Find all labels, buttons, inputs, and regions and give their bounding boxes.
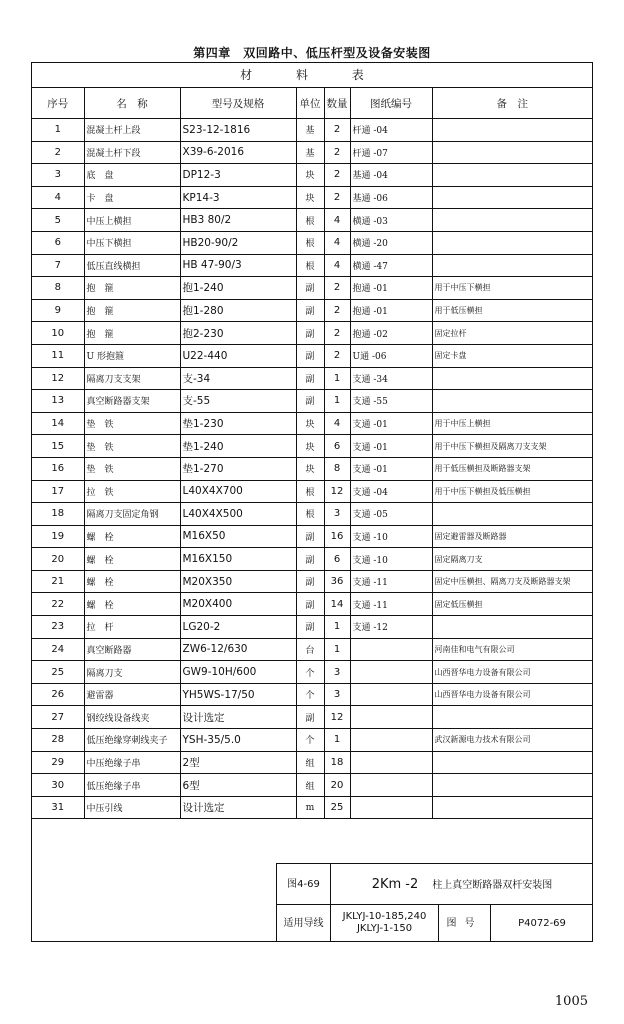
material-spec: 垫1-270 <box>180 457 296 480</box>
material-unit: 个 <box>296 683 324 706</box>
remark <box>432 209 592 232</box>
drawing-number-label: 图号 <box>439 905 491 942</box>
table-header-row <box>32 88 592 119</box>
remark <box>432 231 592 254</box>
material-name: U 形抱箍 <box>84 344 180 367</box>
material-spec: 2型 <box>180 751 296 774</box>
table-row <box>32 548 592 571</box>
conductor-value-1: JKLYJ-10-185,240 <box>342 911 427 922</box>
material-name: 低压绝缘穿刺线夹子 <box>84 729 180 752</box>
table-row <box>32 729 592 752</box>
table-row <box>32 141 592 164</box>
material-name: 拉 铁 <box>84 480 180 503</box>
material-unit: m <box>296 796 324 819</box>
material-quantity: 4 <box>324 209 350 232</box>
material-spec: L40X4X500 <box>180 503 296 526</box>
material-name: 中压绝缘子串 <box>84 751 180 774</box>
material-name: 垫 铁 <box>84 457 180 480</box>
remark: 山西晋华电力设备有限公司 <box>432 661 592 684</box>
material-spec: YH5WS-17/50 <box>180 683 296 706</box>
material-unit: 副 <box>296 277 324 300</box>
material-unit: 根 <box>296 480 324 503</box>
table-row <box>32 435 592 458</box>
material-spec: GW9-10H/600 <box>180 661 296 684</box>
remark: 山西晋华电力设备有限公司 <box>432 683 592 706</box>
remark <box>432 164 592 187</box>
row-number: 2 <box>32 141 84 164</box>
row-number: 26 <box>32 683 84 706</box>
drawing-reference: 基通 -04 <box>350 164 432 187</box>
material-unit: 块 <box>296 186 324 209</box>
material-quantity: 4 <box>324 231 350 254</box>
material-spec: X39-6-2016 <box>180 141 296 164</box>
material-name: 隔离刀支 <box>84 661 180 684</box>
material-name: 垫 铁 <box>84 435 180 458</box>
table-row <box>32 503 592 526</box>
remark: 固定隔离刀支 <box>432 548 592 571</box>
remark <box>432 141 592 164</box>
material-table <box>32 87 592 819</box>
material-spec: 抱2-230 <box>180 322 296 345</box>
remark: 用于中压下横担 <box>432 277 592 300</box>
material-quantity: 12 <box>324 706 350 729</box>
drawing-reference: 横通 -20 <box>350 231 432 254</box>
material-spec: M16X150 <box>180 548 296 571</box>
material-quantity: 2 <box>324 141 350 164</box>
table-row <box>32 616 592 639</box>
drawing-reference: 支通 -34 <box>350 367 432 390</box>
material-unit: 副 <box>296 367 324 390</box>
material-spec: HB 47-90/3 <box>180 254 296 277</box>
material-spec: U22-440 <box>180 344 296 367</box>
material-quantity: 20 <box>324 774 350 797</box>
material-table-body <box>32 119 592 819</box>
remark <box>432 751 592 774</box>
remark <box>432 367 592 390</box>
material-quantity: 4 <box>324 412 350 435</box>
remark <box>432 254 592 277</box>
drawing-title <box>331 864 593 905</box>
conductor-label: 适用导线 <box>277 905 331 942</box>
table-row <box>32 661 592 684</box>
material-name: 真空断路器 <box>84 638 180 661</box>
material-spec: M20X350 <box>180 570 296 593</box>
material-name: 低压绝缘子串 <box>84 774 180 797</box>
row-number: 8 <box>32 277 84 300</box>
material-unit: 副 <box>296 525 324 548</box>
drawing-reference: 抱通 -01 <box>350 277 432 300</box>
drawing-reference: 支通 -11 <box>350 593 432 616</box>
chapter-header: 第四章 双回路中、低压杆型及设备安装图 <box>193 46 431 60</box>
material-quantity: 3 <box>324 503 350 526</box>
conductor-values <box>331 905 439 942</box>
col-drawing-header: 图纸编号 <box>350 88 432 119</box>
material-quantity: 3 <box>324 683 350 706</box>
remark: 固定卡盘 <box>432 344 592 367</box>
material-spec: 垫1-230 <box>180 412 296 435</box>
table-row <box>32 367 592 390</box>
row-number: 19 <box>32 525 84 548</box>
table-row <box>32 164 592 187</box>
table-row <box>32 683 592 706</box>
material-name: 螺 栓 <box>84 548 180 571</box>
drawing-reference: 杆通 -04 <box>350 119 432 142</box>
drawing-reference: 支通 -10 <box>350 548 432 571</box>
table-row <box>32 525 592 548</box>
material-name: 中压下横担 <box>84 231 180 254</box>
row-number: 27 <box>32 706 84 729</box>
material-spec: S23-12-1816 <box>180 119 296 142</box>
row-number: 13 <box>32 390 84 413</box>
drawing-reference: 基通 -06 <box>350 186 432 209</box>
row-number: 31 <box>32 796 84 819</box>
row-number: 5 <box>32 209 84 232</box>
row-number: 12 <box>32 367 84 390</box>
material-quantity: 1 <box>324 638 350 661</box>
remark <box>432 796 592 819</box>
material-name: 螺 栓 <box>84 570 180 593</box>
material-spec: KP14-3 <box>180 186 296 209</box>
drawing-reference: 抱通 -01 <box>350 299 432 322</box>
material-quantity: 14 <box>324 593 350 616</box>
material-quantity: 2 <box>324 186 350 209</box>
material-spec: 6型 <box>180 774 296 797</box>
drawing-code: 2Km -2 <box>371 877 419 892</box>
material-spec: 抱1-280 <box>180 299 296 322</box>
material-name: 混凝土杆下段 <box>84 141 180 164</box>
drawing-reference: 杆通 -07 <box>350 141 432 164</box>
material-unit: 根 <box>296 254 324 277</box>
row-number: 17 <box>32 480 84 503</box>
drawing-reference: 支通 -12 <box>350 616 432 639</box>
remark <box>432 616 592 639</box>
material-spec: M20X400 <box>180 593 296 616</box>
material-unit: 基 <box>296 119 324 142</box>
material-spec: 支-34 <box>180 367 296 390</box>
col-spec-header: 型号及规格 <box>180 88 296 119</box>
drawing-reference: 支通 -05 <box>350 503 432 526</box>
row-number: 23 <box>32 616 84 639</box>
drawing-reference: 支通 -01 <box>350 412 432 435</box>
material-spec: LG20-2 <box>180 616 296 639</box>
material-quantity: 2 <box>324 277 350 300</box>
page-number: 1005 <box>554 994 588 1009</box>
row-number: 14 <box>32 412 84 435</box>
row-number: 3 <box>32 164 84 187</box>
row-number: 6 <box>32 231 84 254</box>
row-number: 18 <box>32 503 84 526</box>
material-unit: 根 <box>296 503 324 526</box>
material-quantity: 2 <box>324 119 350 142</box>
drawing-reference: 抱通 -02 <box>350 322 432 345</box>
table-row <box>32 570 592 593</box>
material-unit: 根 <box>296 209 324 232</box>
remark <box>432 186 592 209</box>
material-spec: 设计选定 <box>180 796 296 819</box>
row-number: 21 <box>32 570 84 593</box>
material-unit: 块 <box>296 457 324 480</box>
material-name: 钢绞线设备线夹 <box>84 706 180 729</box>
drawing-reference: 支通 -55 <box>350 390 432 413</box>
material-quantity: 1 <box>324 390 350 413</box>
material-name: 抱 箍 <box>84 322 180 345</box>
row-number: 10 <box>32 322 84 345</box>
material-unit: 根 <box>296 231 324 254</box>
drawing-reference <box>350 751 432 774</box>
material-quantity: 3 <box>324 661 350 684</box>
table-row <box>32 209 592 232</box>
table-row <box>32 457 592 480</box>
material-name: 抱 箍 <box>84 277 180 300</box>
table-row <box>32 796 592 819</box>
material-unit: 个 <box>296 661 324 684</box>
row-number: 1 <box>32 119 84 142</box>
material-unit: 块 <box>296 164 324 187</box>
row-number: 25 <box>32 661 84 684</box>
material-quantity: 16 <box>324 525 350 548</box>
drawing-reference: 支通 -01 <box>350 435 432 458</box>
material-unit: 副 <box>296 570 324 593</box>
remark <box>432 119 592 142</box>
material-unit: 个 <box>296 729 324 752</box>
col-qty-header: 数量 <box>324 88 350 119</box>
material-name: 拉 杆 <box>84 616 180 639</box>
material-spec: 垫1-240 <box>180 435 296 458</box>
col-name-header: 名 称 <box>84 88 180 119</box>
row-number: 28 <box>32 729 84 752</box>
material-spec: M16X50 <box>180 525 296 548</box>
material-unit: 基 <box>296 141 324 164</box>
table-row <box>32 299 592 322</box>
drawing-number: P4072-69 <box>518 918 566 929</box>
material-quantity: 6 <box>324 435 350 458</box>
material-unit: 副 <box>296 322 324 345</box>
material-quantity: 2 <box>324 322 350 345</box>
material-name: 低压直线横担 <box>84 254 180 277</box>
material-name: 螺 栓 <box>84 593 180 616</box>
material-unit: 块 <box>296 412 324 435</box>
remark <box>432 390 592 413</box>
row-number: 7 <box>32 254 84 277</box>
material-spec: ZW6-12/630 <box>180 638 296 661</box>
table-row <box>32 412 592 435</box>
material-unit: 副 <box>296 616 324 639</box>
row-number: 29 <box>32 751 84 774</box>
drawing-reference: 支通 -04 <box>350 480 432 503</box>
row-number: 20 <box>32 548 84 571</box>
material-quantity: 12 <box>324 480 350 503</box>
material-name: 真空断路器支架 <box>84 390 180 413</box>
drawing-reference: U通 -06 <box>350 344 432 367</box>
remark <box>432 774 592 797</box>
material-spec: 抱1-240 <box>180 277 296 300</box>
remark: 固定拉杆 <box>432 322 592 345</box>
material-unit: 副 <box>296 299 324 322</box>
material-name: 底 盘 <box>84 164 180 187</box>
col-remark-header: 备 注 <box>432 88 592 119</box>
material-unit: 副 <box>296 706 324 729</box>
drawing-reference: 支通 -01 <box>350 457 432 480</box>
remark: 河南佳和电气有限公司 <box>432 638 592 661</box>
table-row <box>32 186 592 209</box>
drawing-reference <box>350 661 432 684</box>
table-row <box>32 706 592 729</box>
material-spec: HB3 80/2 <box>180 209 296 232</box>
table-row <box>32 277 592 300</box>
material-spec: YSH-35/5.0 <box>180 729 296 752</box>
material-quantity: 4 <box>324 254 350 277</box>
material-unit: 组 <box>296 774 324 797</box>
remark <box>432 503 592 526</box>
material-unit: 副 <box>296 344 324 367</box>
material-unit: 副 <box>296 548 324 571</box>
material-name: 隔离刀支支架 <box>84 367 180 390</box>
remark: 武汉新源电力技术有限公司 <box>432 729 592 752</box>
drawing-reference <box>350 638 432 661</box>
col-no-header: 序号 <box>32 88 84 119</box>
material-quantity: 1 <box>324 729 350 752</box>
material-unit: 副 <box>296 390 324 413</box>
row-number: 11 <box>32 344 84 367</box>
material-quantity: 1 <box>324 367 350 390</box>
remark: 用于中压下横担及低压横担 <box>432 480 592 503</box>
row-number: 15 <box>32 435 84 458</box>
remark: 用于低压横担 <box>432 299 592 322</box>
material-name: 垫 铁 <box>84 412 180 435</box>
title-block <box>276 863 593 942</box>
material-spec: L40X4X700 <box>180 480 296 503</box>
material-name: 卡 盘 <box>84 186 180 209</box>
material-quantity: 8 <box>324 457 350 480</box>
drawing-reference <box>350 796 432 819</box>
remark: 固定避雷器及断路器 <box>432 525 592 548</box>
material-table-title: 材 料 表 <box>32 63 592 88</box>
drawing-frame <box>31 62 593 942</box>
row-number: 9 <box>32 299 84 322</box>
col-unit-header: 单位 <box>296 88 324 119</box>
drawing-reference: 横通 -47 <box>350 254 432 277</box>
row-number: 22 <box>32 593 84 616</box>
table-row <box>32 593 592 616</box>
table-row <box>32 480 592 503</box>
material-name: 避雷器 <box>84 683 180 706</box>
material-quantity: 36 <box>324 570 350 593</box>
material-name: 螺 栓 <box>84 525 180 548</box>
table-row <box>32 390 592 413</box>
figure-id: 图4-69 <box>277 864 331 905</box>
drawing-reference: 横通 -03 <box>350 209 432 232</box>
remark: 固定中压横担、隔离刀支及断路器支架 <box>432 570 592 593</box>
table-row <box>32 344 592 367</box>
material-quantity: 2 <box>324 164 350 187</box>
row-number: 30 <box>32 774 84 797</box>
remark: 用于低压横担及断路器支架 <box>432 457 592 480</box>
material-quantity: 6 <box>324 548 350 571</box>
material-unit: 块 <box>296 435 324 458</box>
material-name: 隔离刀支固定角钢 <box>84 503 180 526</box>
remark: 用于中压上横担 <box>432 412 592 435</box>
table-row <box>32 638 592 661</box>
remark: 用于中压下横担及隔离刀支支架 <box>432 435 592 458</box>
material-name: 中压引线 <box>84 796 180 819</box>
table-row <box>32 231 592 254</box>
material-spec: DP12-3 <box>180 164 296 187</box>
material-unit: 副 <box>296 593 324 616</box>
remark <box>432 706 592 729</box>
material-quantity: 18 <box>324 751 350 774</box>
table-row <box>32 119 592 142</box>
material-unit: 台 <box>296 638 324 661</box>
drawing-reference <box>350 683 432 706</box>
table-row <box>32 751 592 774</box>
material-spec: 设计选定 <box>180 706 296 729</box>
drawing-reference: 支通 -10 <box>350 525 432 548</box>
material-quantity: 1 <box>324 616 350 639</box>
material-unit: 组 <box>296 751 324 774</box>
material-name: 混凝土杆上段 <box>84 119 180 142</box>
row-number: 16 <box>32 457 84 480</box>
row-number: 4 <box>32 186 84 209</box>
material-quantity: 25 <box>324 796 350 819</box>
material-quantity: 2 <box>324 299 350 322</box>
drawing-title-text: 柱上真空断路器双杆安装图 <box>432 880 553 891</box>
material-spec: HB20-90/2 <box>180 231 296 254</box>
table-row <box>32 254 592 277</box>
drawing-reference <box>350 774 432 797</box>
conductor-value-2: JKLYJ-1-150 <box>356 923 413 934</box>
material-name: 中压上横担 <box>84 209 180 232</box>
row-number: 24 <box>32 638 84 661</box>
material-quantity: 2 <box>324 344 350 367</box>
remark: 固定低压横担 <box>432 593 592 616</box>
table-row <box>32 322 592 345</box>
drawing-reference: 支通 -11 <box>350 570 432 593</box>
material-name: 抱 箍 <box>84 299 180 322</box>
drawing-reference <box>350 729 432 752</box>
table-row <box>32 774 592 797</box>
drawing-reference <box>350 706 432 729</box>
material-spec: 支-55 <box>180 390 296 413</box>
